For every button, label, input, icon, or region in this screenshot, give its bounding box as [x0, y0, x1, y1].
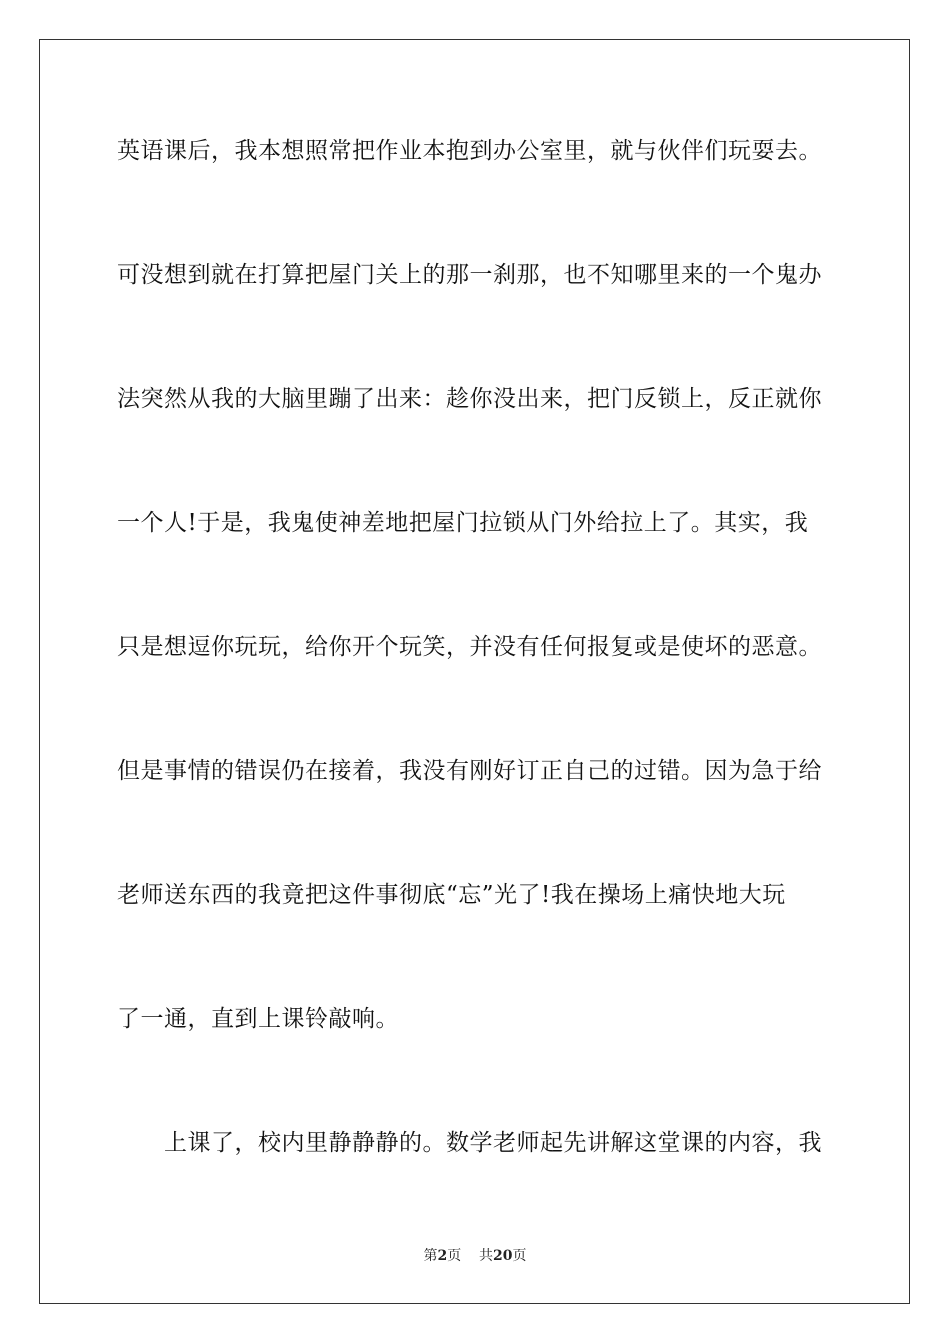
text-line: 老师送东西的我竟把这件事彻底“忘”光了!我在操场上痛快地大玩 [117, 882, 786, 908]
text-line: 法突然从我的大脑里蹦了出来：趁你没出来，把门反锁上，反正就你 [117, 386, 822, 412]
text-line: 只是想逗你玩玩，给你开个玩笑，并没有任何报复或是使坏的恶意。 [117, 634, 822, 660]
text-line: 但是事情的错误仍在接着，我没有刚好订正自己的过错。因为急于给 [117, 758, 822, 784]
total-prefix: 共 [479, 1248, 494, 1264]
total-page-count: 20 [493, 1248, 513, 1264]
text-line: 了一通，直到上课铃敲响。 [117, 1006, 399, 1032]
text-line: 英语课后，我本想照常把作业本抱到办公室里，就与伙伴们玩耍去。 [117, 138, 822, 164]
page-prefix: 第 [423, 1248, 438, 1264]
text-line: 一个人!于是，我鬼使神差地把屋门拉锁从门外给拉上了。其实，我 [117, 510, 809, 536]
total-suffix: 页 [512, 1248, 527, 1264]
text-line: 可没想到就在打算把屋门关上的那一刹那，也不知哪里来的一个鬼办 [117, 262, 822, 288]
page-footer [0, 1245, 950, 1265]
page-border [39, 39, 910, 1304]
paragraph-start-line: 上课了，校内里静静静的。数学老师起先讲解这堂课的内容，我 [164, 1130, 822, 1156]
page-suffix: 页 [447, 1248, 462, 1264]
current-page-number: 2 [437, 1248, 448, 1264]
